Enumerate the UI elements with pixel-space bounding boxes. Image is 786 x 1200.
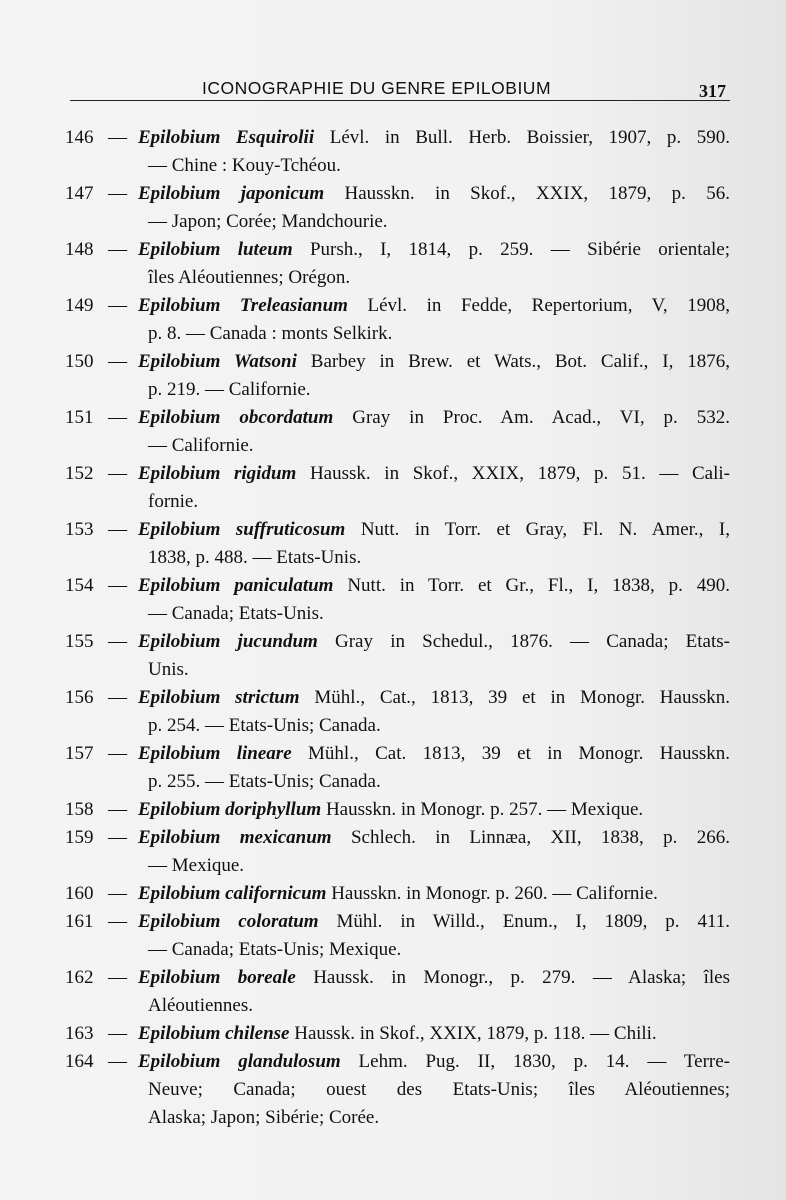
citation-text: Haussk. in Skof., XXIX, 1879, p. 51. — Cali- (296, 463, 730, 484)
entry-number: 153 (65, 519, 94, 540)
entry-continuation-line: — Japon; Corée; Mandchourie. (148, 211, 388, 232)
citation-text: Lehm. Pug. II, 1830, p. 14. — Terre- (340, 1051, 730, 1072)
entry-number: 146 (65, 127, 94, 148)
list-item (0, 740, 786, 796)
entry-first-line (138, 964, 730, 992)
species-name: Epilobium luteum (138, 239, 293, 260)
list-item (0, 908, 786, 964)
species-name: Epilobium jucundum (138, 631, 318, 652)
citation-text: Nutt. in Torr. et Gr., Fl., I, 1838, p. 490. (333, 575, 731, 596)
entry-continuation-line: p. 254. — Etats-Unis; Canada. (148, 715, 381, 736)
entry-continuation-line: fornie. (148, 491, 199, 512)
entry-number: 162 (65, 967, 94, 988)
entry-continuation-line: p. 8. — Canada : monts Selkirk. (148, 323, 393, 344)
entry-dash: — (108, 295, 127, 316)
entry-number: 164 (65, 1051, 94, 1072)
entry-number: 152 (65, 463, 94, 484)
list-item (0, 964, 786, 1020)
entry-continuation-line: p. 255. — Etats-Unis; Canada. (148, 771, 381, 792)
entry-first-line (138, 292, 730, 320)
entry-first-line (138, 572, 730, 600)
list-item (0, 1020, 786, 1048)
species-name: Epilobium Watsoni (138, 351, 297, 372)
entry-number: 156 (65, 687, 94, 708)
entry-first-line (138, 1048, 730, 1076)
citation-text: Nutt. in Torr. et Gray, Fl. N. Amer., I, (345, 519, 730, 540)
entry-number: 155 (65, 631, 94, 652)
citation-text: Mühl. in Willd., Enum., I, 1809, p. 411. (318, 911, 731, 932)
list-item (0, 824, 786, 880)
entry-continuation-line: — Chine : Kouy-Tchéou. (148, 155, 341, 176)
species-name: Epilobium mexicanum (138, 827, 332, 848)
list-item (0, 684, 786, 740)
entry-dash: — (108, 127, 127, 148)
species-name: Epilobium Esquirolii (138, 127, 315, 148)
entry-first-line (138, 1020, 730, 1048)
species-name: Epilobium californicum (138, 883, 327, 904)
list-item (0, 124, 786, 180)
entry-dash: — (108, 631, 127, 652)
entry-number: 151 (65, 407, 94, 428)
entry-continuation-line: — Mexique. (148, 855, 245, 876)
species-name: Epilobium boreale (138, 967, 296, 988)
list-item (0, 516, 786, 572)
entry-dash: — (108, 1023, 127, 1044)
running-title: ICONOGRAPHIE DU GENRE EPILOBIUM (202, 78, 552, 98)
entry-number: 154 (65, 575, 94, 596)
entry-continuation-line: îles Aléoutiennes; Orégon. (148, 267, 351, 288)
entry-dash: — (108, 519, 127, 540)
entry-dash: — (108, 799, 127, 820)
citation-text: Schlech. in Linnæa, XII, 1838, p. 266. (331, 827, 730, 848)
entry-continuation-line: Aléoutiennes. (148, 995, 254, 1016)
list-item (0, 880, 786, 908)
species-name: Epilobium obcordatum (138, 407, 334, 428)
entry-continuation-line: Unis. (148, 659, 189, 680)
entry-dash: — (108, 183, 127, 204)
entry-first-line (138, 460, 730, 488)
citation-text: Hausskn. in Monogr. p. 257. — Mexique. (321, 799, 644, 820)
entry-number: 150 (65, 351, 94, 372)
list-item (0, 348, 786, 404)
citation-text: Pursh., I, 1814, p. 259. — Sibérie orientale; (292, 239, 730, 260)
list-item (0, 460, 786, 516)
entry-number: 159 (65, 827, 94, 848)
entry-first-line (138, 740, 730, 768)
entry-first-line (138, 180, 730, 208)
list-item (0, 572, 786, 628)
page-number: 317 (699, 81, 726, 101)
citation-text: Gray in Schedul., 1876. — Canada; Etats- (317, 631, 730, 652)
entry-dash: — (108, 687, 127, 708)
entry-number: 148 (65, 239, 94, 260)
entry-dash: — (108, 743, 127, 764)
entry-first-line (138, 628, 730, 656)
entry-continuation-line: Neuve; Canada; ouest des Etats-Unis; îles Aléoutiennes; (148, 1079, 730, 1100)
entry-dash: — (108, 883, 127, 904)
list-item (0, 1048, 786, 1132)
list-item (0, 236, 786, 292)
entry-dash: — (108, 1051, 127, 1072)
entry-first-line (138, 236, 730, 264)
species-name: Epilobium coloratum (138, 911, 319, 932)
entry-continuation-line: 1838, p. 488. — Etats-Unis. (148, 547, 362, 568)
entry-first-line (138, 796, 730, 824)
citation-text: Hausskn. in Monogr. p. 260. — Californie. (326, 883, 658, 904)
citation-text: Lévl. in Bull. Herb. Boissier, 1907, p. 590. (314, 127, 731, 148)
species-name: Epilobium rigidum (138, 463, 297, 484)
page-header (70, 78, 730, 101)
species-name: Epilobium glandulosum (138, 1051, 341, 1072)
entry-dash: — (108, 911, 127, 932)
species-name: Epilobium chilense (138, 1023, 290, 1044)
citation-text: Gray in Proc. Am. Acad., VI, p. 532. (333, 407, 730, 428)
entry-dash: — (108, 407, 127, 428)
entry-dash: — (108, 463, 127, 484)
entry-first-line (138, 908, 730, 936)
entry-dash: — (108, 827, 127, 848)
entry-first-line (138, 684, 730, 712)
entry-number: 147 (65, 183, 94, 204)
species-name: Epilobium paniculatum (138, 575, 334, 596)
species-name: Epilobium strictum (138, 687, 300, 708)
entry-continuation-line: Alaska; Japon; Sibérie; Corée. (148, 1107, 380, 1128)
list-item (0, 628, 786, 684)
species-name: Epilobium Treleasianum (138, 295, 348, 316)
citation-text: Hausskn. in Skof., XXIX, 1879, p. 56. (324, 183, 730, 204)
list-item (0, 404, 786, 460)
species-list (0, 124, 786, 1132)
entry-number: 160 (65, 883, 94, 904)
species-name: Epilobium japonicum (138, 183, 325, 204)
entry-dash: — (108, 351, 127, 372)
entry-continuation-line: — Canada; Etats-Unis; Mexique. (148, 939, 402, 960)
species-name: Epilobium lineare (138, 743, 292, 764)
species-name: Epilobium doriphyllum (138, 799, 322, 820)
entry-dash: — (108, 575, 127, 596)
citation-text: Barbey in Brew. et Wats., Bot. Calif., I, 1876, (296, 351, 730, 372)
citation-text: Lévl. in Fedde, Repertorium, V, 1908, (347, 295, 730, 316)
entry-number: 161 (65, 911, 94, 932)
entry-first-line (138, 880, 730, 908)
entry-number: 157 (65, 743, 94, 764)
list-item (0, 180, 786, 236)
citation-text: Mühl., Cat., 1813, 39 et in Monogr. Hausskn. (299, 687, 730, 708)
entry-first-line (138, 516, 730, 544)
entry-dash: — (108, 967, 127, 988)
list-item (0, 796, 786, 824)
entry-number: 149 (65, 295, 94, 316)
citation-text: Haussk. in Skof., XXIX, 1879, p. 118. — Chili. (289, 1023, 657, 1044)
entry-continuation-line: — Californie. (148, 435, 254, 456)
species-name: Epilobium suffruticosum (138, 519, 346, 540)
entry-number: 163 (65, 1023, 94, 1044)
list-item (0, 292, 786, 348)
entry-continuation-line: p. 219. — Californie. (148, 379, 311, 400)
entry-first-line (138, 348, 730, 376)
entry-dash: — (108, 239, 127, 260)
entry-first-line (138, 824, 730, 852)
entry-first-line (138, 124, 730, 152)
citation-text: Haussk. in Monogr., p. 279. — Alaska; îles (295, 967, 730, 988)
entry-number: 158 (65, 799, 94, 820)
entry-first-line (138, 404, 730, 432)
citation-text: Mühl., Cat. 1813, 39 et in Monogr. Hausskn. (291, 743, 730, 764)
entry-continuation-line: — Canada; Etats-Unis. (148, 603, 324, 624)
